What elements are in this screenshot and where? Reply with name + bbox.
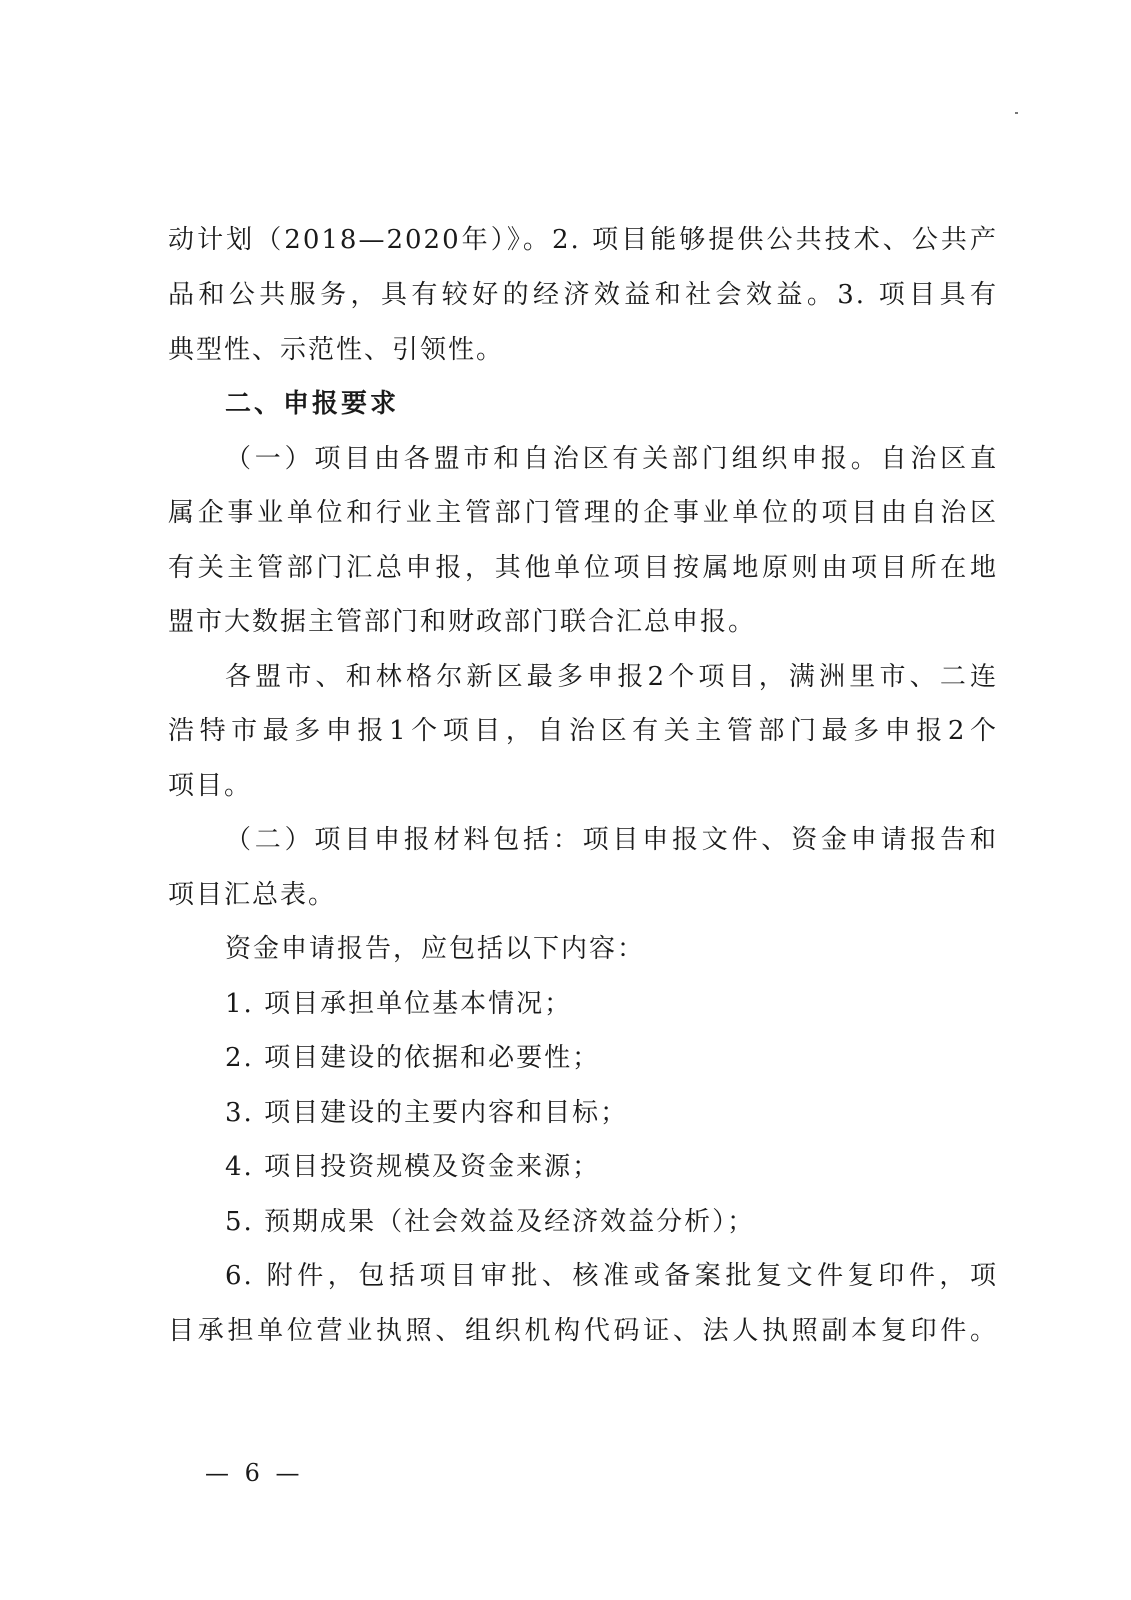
- text-line: 动计划（2018—2020年）》。2. 项目能够提供公共技术、公共产: [168, 225, 998, 255]
- text-line: 项目。: [168, 771, 253, 801]
- text-line: 典型性、示范性、引领性。: [168, 335, 505, 365]
- scan-speck: [1015, 112, 1018, 114]
- text-line: 浩特市最多申报1个项目，自治区有关主管部门最多申报2个: [168, 716, 998, 746]
- section-heading: 二、申报要求: [225, 389, 400, 419]
- text-line: 资金申请报告，应包括以下内容：: [225, 934, 646, 964]
- page-number: — 6 —: [205, 1459, 304, 1487]
- text-line: 项目汇总表。: [168, 880, 337, 910]
- list-item: 5. 预期成果（社会效益及经济效益分析）；: [225, 1207, 756, 1237]
- text-line: 品和公共服务，具有较好的经济效益和社会效益。3. 项目具有: [168, 280, 998, 310]
- list-item: 6. 附件，包括项目审批、核准或备案批复文件复印件，项: [225, 1261, 998, 1291]
- list-item: 3. 项目建设的主要内容和目标；: [225, 1098, 629, 1128]
- list-item: 4. 项目投资规模及资金来源；: [225, 1152, 601, 1182]
- text-line: 有关主管部门汇总申报，其他单位项目按属地原则由项目所在地: [168, 553, 998, 583]
- text-line: 属企事业单位和行业主管部门管理的企事业单位的项目由自治区: [168, 498, 998, 528]
- text-line: 目承担单位营业执照、组织机构代码证、法人执照副本复印件。: [168, 1316, 998, 1346]
- text-line: 各盟市、和林格尔新区最多申报2个项目，满洲里市、二连: [225, 662, 998, 692]
- list-item: 1. 项目承担单位基本情况；: [225, 989, 573, 1019]
- list-item: 2. 项目建设的依据和必要性；: [225, 1043, 601, 1073]
- text-line: （一）项目由各盟市和自治区有关部门组织申报。自治区直: [225, 444, 998, 474]
- text-line: （二）项目申报材料包括：项目申报文件、资金申请报告和: [225, 825, 998, 855]
- text-line: 盟市大数据主管部门和财政部门联合汇总申报。: [168, 607, 757, 637]
